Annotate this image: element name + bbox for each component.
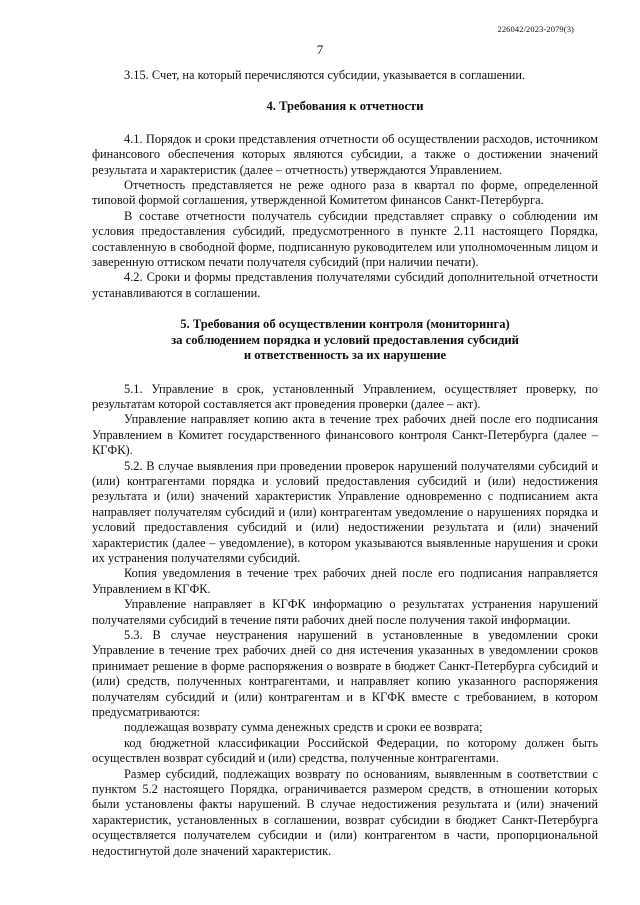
paragraph: Размер субсидий, подлежащих возврату по основаниям, выявленным в соответствии с пунктом 5.2 настоящего Порядка, ограничивается размером средств, в отношении которых были установлены факты нарушений. В случае недостижения результата и (или) значений характеристик, установленных в соглашении, возврат субсидии в бюджет Санкт-Петербурга осуществляется получателем субсидии и (или) контрагентом в части, пропорциональной недостигнутой доле значений характеристик.	[92, 766, 598, 858]
section-4-body	[92, 132, 598, 301]
paragraph: 4.2. Сроки и формы представления получателями субсидий дополнительной отчетности устанавливаются в соглашении.	[92, 270, 598, 300]
section-5-title-line: за соблюдением порядка и условий предоставления субсидий	[171, 332, 519, 347]
paragraph: код бюджетной классификации Российской Федерации, по которому должен быть осуществлен возврат субсидий и (или) средства, полученные контрагентами.	[92, 735, 598, 766]
paragraph: Управление направляет копию акта в течение трех рабочих дней после его подписания Управлением в Комитет государственного финансового контроля Санкт-Петербурга (далее – КГФК).	[92, 412, 598, 458]
paragraph: 5.3. В случае неустранения нарушений в установленные в уведомлении сроки Управление в течение трех рабочих дней со дня истечения указанных в уведомлении сроков принимает решение в форме распоряжения о возврате в бюджет Санкт-Петербурга субсидий и (или) средств, полученных контрагентами, и направляет копию указанного распоряжения получателям субсидий и (или) контрагентам и в КГФК вместе с требованием, в котором предусматриваются:	[92, 628, 598, 720]
paragraph: В составе отчетности получатель субсидии представляет справку о соблюдении им условия предоставления субсидий, предусмотренного в пункте 2.11 настоящего Порядка, составленную в свободной форме, подписанную руководителем или уполномоченным лицом и заверенную оттиском печати получателя субсидий (при наличии печати).	[92, 208, 598, 270]
section-5-title-line: и ответственность за их нарушение	[243, 348, 447, 363]
section-5-title-line: 5. Требования об осуществлении контроля (мониторинга)	[180, 317, 510, 332]
document-number: 226042/2023-2079(3)	[497, 24, 574, 34]
document-body	[92, 68, 598, 859]
section-5-title	[92, 317, 598, 363]
section-5-body	[92, 382, 598, 860]
paragraph: 4.1. Порядок и сроки представления отчетности об осуществлении расходов, источником финансового обеспечения которых являются субсидии, а также о достижении значений результата и характеристик (далее – отчетность) утверждаются Управлением.	[92, 131, 598, 177]
paragraph: Отчетность представляется не реже одного раза в квартал по форме, определенной типовой формой соглашения, утвержденной Комитетом финансов Санкт-Петербурга.	[92, 178, 598, 208]
section-4-title: 4. Требования к отчетности	[266, 99, 424, 114]
paragraph: 5.2. В случае выявления при проведении проверок нарушений получателями субсидий и (или) контрагентами порядка и условий предоставления субсидий и (или) недостижения результата и (или) значений характеристик Управление одновременно с подписанием акта направляет получателям субсидий и (или) контрагентам уведомление о нарушениях порядка и условий предоставления субсидий и (или) недостижении результата и (или) значений характеристик (далее – уведомление), в котором указываются выявленные нарушения и сроки их устранения получателями субсидий.	[92, 458, 598, 565]
paragraph: Управление направляет в КГФК информацию о результатах устранения нарушений получателями субсидий в течение пяти рабочих дней после получения такой информации.	[92, 597, 598, 627]
paragraph: 5.1. Управление в срок, установленный Управлением, осуществляет проверку, по результатам которой составляется акт проведения проверки (далее – акт).	[92, 381, 598, 411]
paragraph-3-15: 3.15. Счет, на который перечисляются субсидии, указывается в соглашении.	[124, 68, 526, 82]
paragraph: Копия уведомления в течение трех рабочих дней после его подписания направляется Управлением в КГФК.	[92, 566, 598, 596]
page-number: 7	[316, 42, 324, 57]
paragraph: подлежащая возврату сумма денежных средств и сроки ее возврата;	[124, 720, 483, 735]
